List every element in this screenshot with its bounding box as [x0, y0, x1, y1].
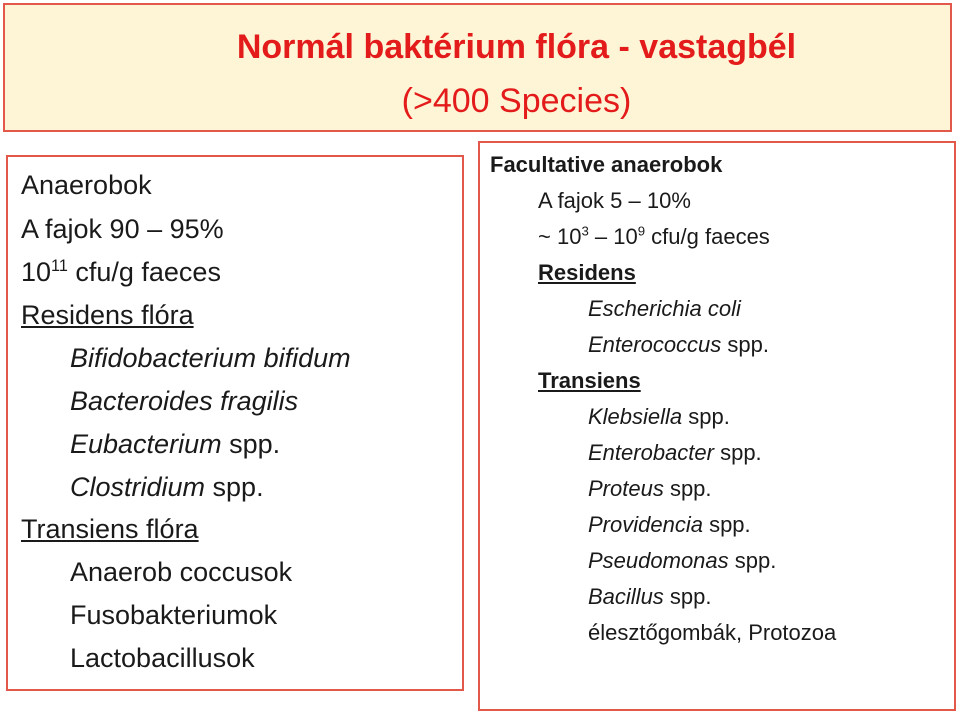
count-exponent: 11	[51, 257, 68, 275]
resident-species: Bifidobacterium bifidum	[70, 343, 351, 373]
transient-species: Klebsiella spp.	[588, 404, 730, 429]
title-box	[3, 3, 952, 132]
other-organisms: élesztőgombák, Protozoa	[588, 620, 837, 645]
resident-species: Bacteroides fragilis	[70, 386, 299, 416]
transient-species: Providencia spp.	[588, 512, 751, 537]
resident-species: Escherichia coli	[588, 296, 741, 321]
transient-group: Anaerob coccusok	[70, 557, 293, 587]
resident-species: Eubacterium spp.	[70, 429, 281, 459]
anaerobes-heading: Anaerobok	[21, 170, 152, 200]
transient-species: Bacillus spp.	[588, 584, 712, 609]
count-unit: cfu/g faeces	[67, 257, 221, 287]
page-subtitle: (>400 Species)	[401, 82, 632, 120]
transient-species: Proteus spp.	[588, 476, 712, 501]
transient-species: Pseudomonas spp.	[588, 548, 777, 573]
resident-species: Enterococcus spp.	[588, 332, 769, 357]
facultative-resident-heading: Residens	[538, 260, 636, 285]
anaerobes-species-share: A fajok 90 – 95%	[21, 214, 224, 244]
facultative-count: ~ $10^3 - 10^9$ cfu/g faeces	[538, 223, 770, 249]
anaerobes-panel	[6, 155, 464, 691]
facultative-heading: Facultative anaerobok	[490, 152, 723, 177]
facultative-transient-heading: Transiens	[538, 368, 641, 393]
transient-group: Lactobacillusok	[70, 643, 255, 673]
facultative-panel	[478, 141, 956, 711]
anaerobes-count	[21, 255, 221, 289]
transient-species: Enterobacter spp.	[588, 440, 762, 465]
resident-species: Clostridium spp.	[70, 472, 264, 502]
count-base: 10	[21, 257, 52, 287]
page-title: Normál baktérium flóra - vastagbél	[236, 28, 797, 66]
anaerobes-transient-heading: Transiens flóra	[21, 514, 199, 544]
anaerobes-resident-heading: Residens flóra	[21, 300, 194, 330]
transient-group: Fusobakteriumok	[70, 600, 278, 630]
facultative-species-share: A fajok 5 – 10%	[538, 188, 691, 213]
